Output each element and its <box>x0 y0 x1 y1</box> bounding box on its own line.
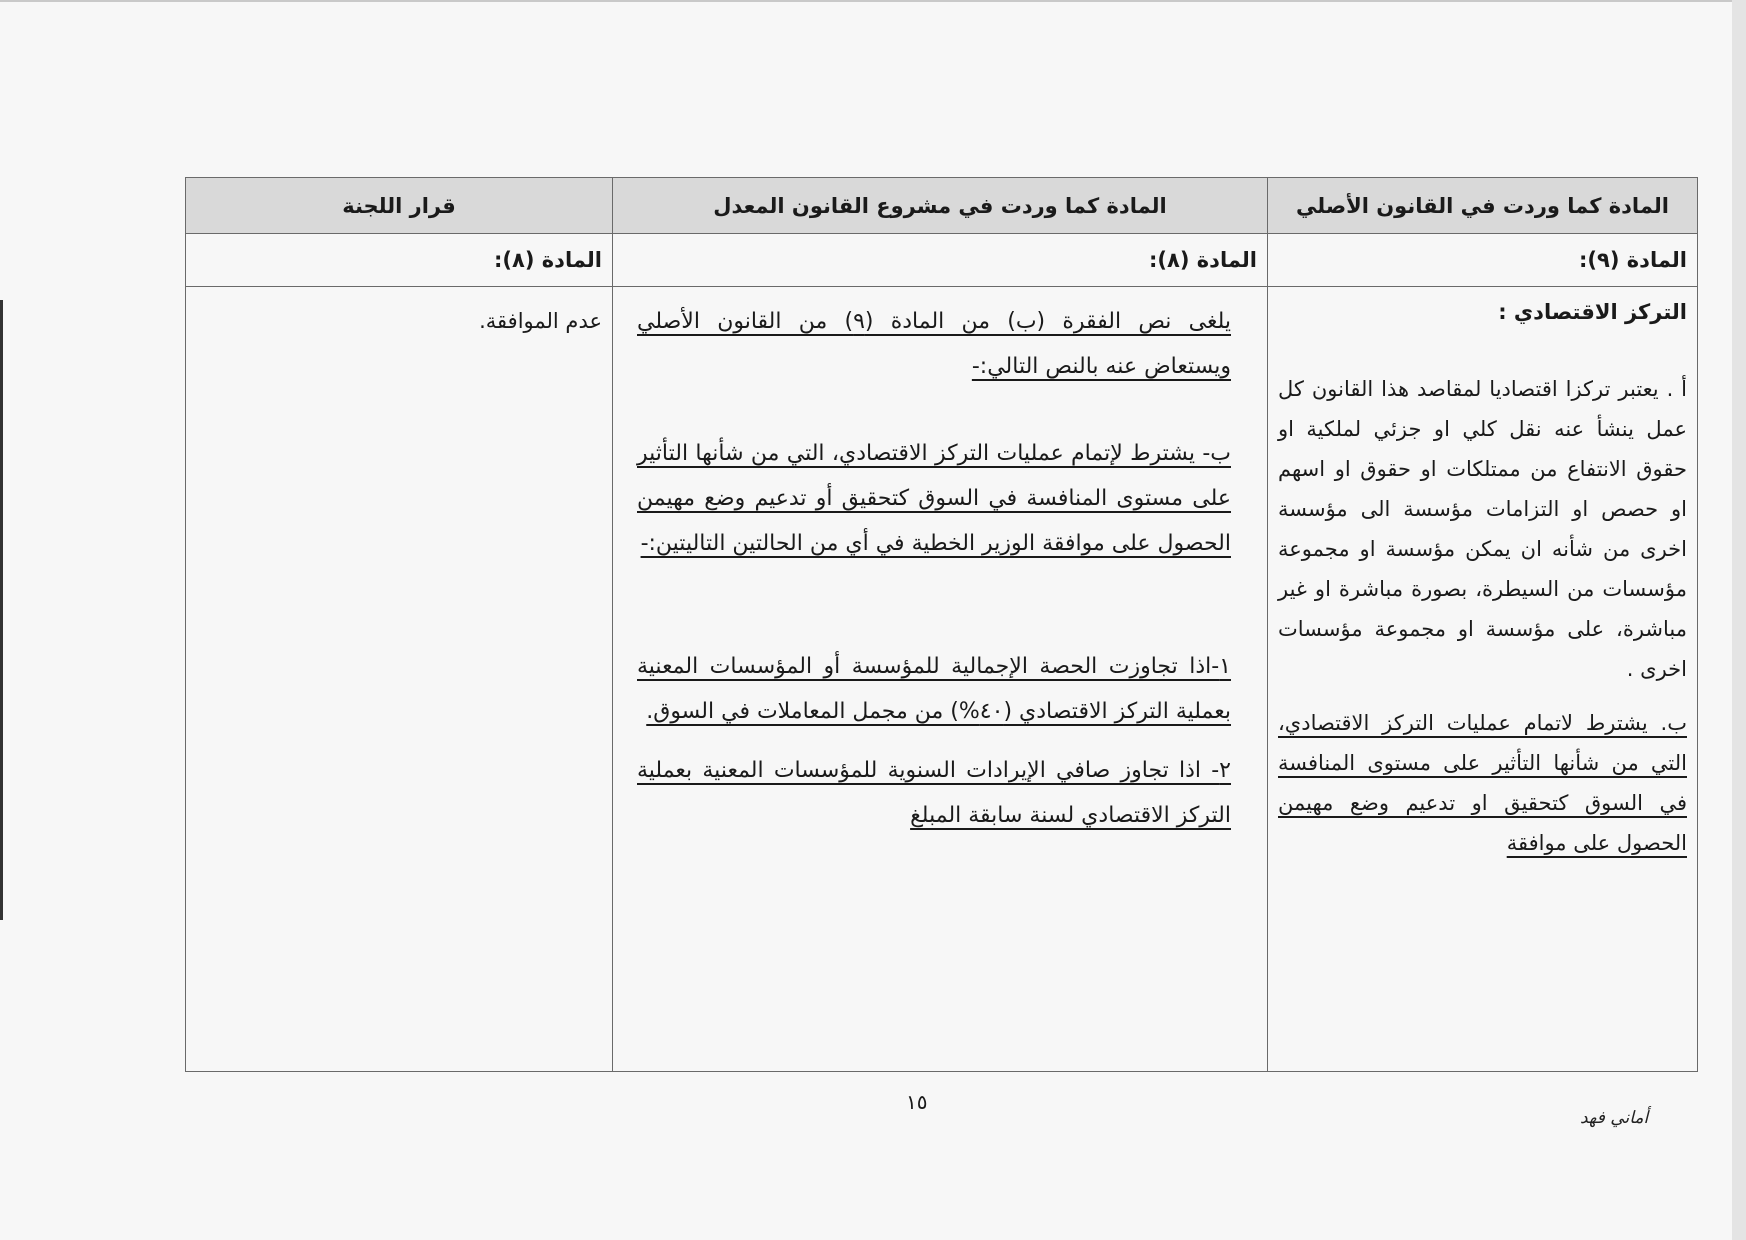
amended-bill-cell <box>613 287 1268 1072</box>
header-row <box>186 178 1698 234</box>
committee-decision-cell <box>186 287 613 1072</box>
original-law-cell <box>1268 287 1698 1072</box>
header-amended-bill: المادة كما وردت في مشروع القانون المعدل <box>613 178 1268 234</box>
amended-item-2: ٢- اذا تجاوز صافي الإيرادات السنوية للمؤسسات المعنية بعملية التركز الاقتصادي لسنة سابقة المبلغ <box>637 758 1231 828</box>
page-right-edge <box>1732 0 1746 1240</box>
content-row <box>186 287 1698 1072</box>
article-original: المادة (٩): <box>1268 234 1698 287</box>
binding-mark <box>0 300 3 920</box>
amended-intro: يلغى نص الفقرة (ب) من المادة (٩) من القانون الأصلي ويستعاض عنه بالنص التالي:- <box>637 309 1231 379</box>
article-amended: المادة (٨): <box>613 234 1268 287</box>
article-decision: المادة (٨): <box>186 234 613 287</box>
header-original-law: المادة كما وردت في القانون الأصلي <box>1268 178 1698 234</box>
page-top-edge <box>0 0 1746 2</box>
amended-item-1: ١-اذا تجاوزت الحصة الإجمالية للمؤسسة أو المؤسسات المعنية بعملية التركز الاقتصادي (٤٠%) من مجمل المعاملات في السوق. <box>637 654 1231 724</box>
amended-paragraph-b: ب- يشترط لإتمام عمليات التركز الاقتصادي، التي من شأنها التأثير على مستوى المنافسة في السوق كتحقيق أو تدعيم وضع مهيمن الحصول على موافقة الوزير الخطية في أي من الحالتين التاليتين:- <box>637 441 1231 556</box>
comparison-table <box>185 177 1698 1072</box>
page-number: ١٥ <box>906 1090 928 1114</box>
original-heading: التركز الاقتصادي : <box>1498 300 1687 324</box>
handwritten-signature: أماني فهد <box>1580 1108 1649 1128</box>
original-paragraph-a: أ . يعتبر تركزا اقتصاديا لمقاصد هذا القانون كل عمل ينشأ عنه نقل كلي او جزئي لملكية او حقوق الانتفاع من ممتلكات او حقوق او اسهم او حصص او التزامات مؤسسة الى مؤسسة اخرى من شأنه ان يمكن مؤسسة او مجموعة مؤسسات من السيطرة، بصورة مباشرة او غير مباشرة، على مؤسسة او مجموعة مؤسسات اخرى . <box>1278 377 1687 681</box>
original-paragraph-b: ب. يشترط لاتمام عمليات التركز الاقتصادي، التي من شأنها التأثير على مستوى المنافسة في السوق كتحقيق او تدعيم وضع مهيمن الحصول على موافقة <box>1278 711 1687 855</box>
decision-text: عدم الموافقة. <box>479 309 602 333</box>
header-committee-decision: قرار اللجنة <box>186 178 613 234</box>
article-number-row <box>186 234 1698 287</box>
